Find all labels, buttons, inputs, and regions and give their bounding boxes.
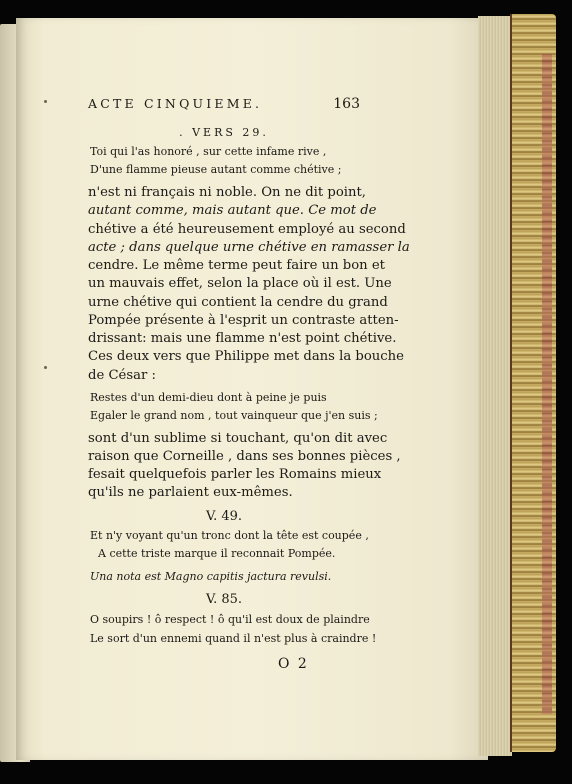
verse-line: Le sort d'un ennemi quand il n'est plus à craindre !: [90, 632, 377, 645]
verse-line: Toi qui l'as honoré , sur cette infame rive ,: [90, 145, 327, 158]
prose-line: Ces deux vers que Philippe met dans la bouche: [88, 349, 404, 364]
signature-mark: O 2: [278, 656, 309, 672]
page-fore-edge: [478, 16, 512, 756]
latin-quote: Una nota est Magno capitis jactura revulsi.: [90, 570, 332, 583]
verse-line: D'une flamme pieuse autant comme chétive ;: [90, 163, 342, 176]
section-header-v-85: V. 85.: [205, 592, 243, 607]
prose-line: chétive a été heureusement employé au second: [88, 222, 406, 237]
paper-speck: [44, 366, 47, 369]
page-number: 163: [333, 96, 360, 112]
verse-line: Restes d'un demi-dieu dont à peine je puis: [90, 391, 327, 404]
prose-line: Pompée présente à l'esprit un contraste atten-: [88, 313, 399, 328]
verse-line: A cette triste marque il reconnait Pompée.: [98, 547, 336, 560]
prose-line: cendre. Le même terme peut faire un bon et: [88, 258, 385, 273]
paper-speck: [44, 100, 47, 103]
running-head: [88, 96, 360, 112]
verse-line: Et n'y voyant qu'un tronc dont la tête est coupée ,: [90, 529, 369, 542]
verse-line: Egaler le grand nom , tout vainqueur que j'en suis ;: [90, 409, 378, 422]
prose-line: urne chétive qui contient la cendre du grand: [88, 295, 388, 310]
prose-line: qu'ils ne parlaient eux-mêmes.: [88, 485, 293, 500]
prose-line: raison que Corneille , dans ses bonnes pièces ,: [88, 449, 401, 464]
section-header-v-49: V. 49.: [205, 509, 243, 524]
prose-line: autant comme, mais autant que. Ce mot de: [88, 203, 377, 218]
prose-line: acte ; dans quelque urne chétive en ramasser la: [88, 240, 410, 255]
section-header-vers-29: . VERS 29.: [179, 126, 269, 139]
prose-line: de César :: [88, 368, 156, 383]
prose-line: n'est ni français ni noble. On ne dit point,: [88, 185, 366, 200]
prose-line: un mauvais effet, selon la place où il est. Une: [88, 276, 392, 291]
verse-line: O soupirs ! ô respect ! ô qu'il est doux de plaindre: [90, 613, 370, 626]
book-binding: [510, 14, 556, 752]
prose-line: drissant: mais une flamme n'est point chétive.: [88, 331, 397, 346]
running-title: ACTE CINQUIEME.: [88, 96, 263, 111]
prose-line: fesait quelquefois parler les Romains mieux: [88, 467, 382, 482]
prose-line: sont d'un sublime si touchant, qu'on dit avec: [88, 431, 388, 446]
